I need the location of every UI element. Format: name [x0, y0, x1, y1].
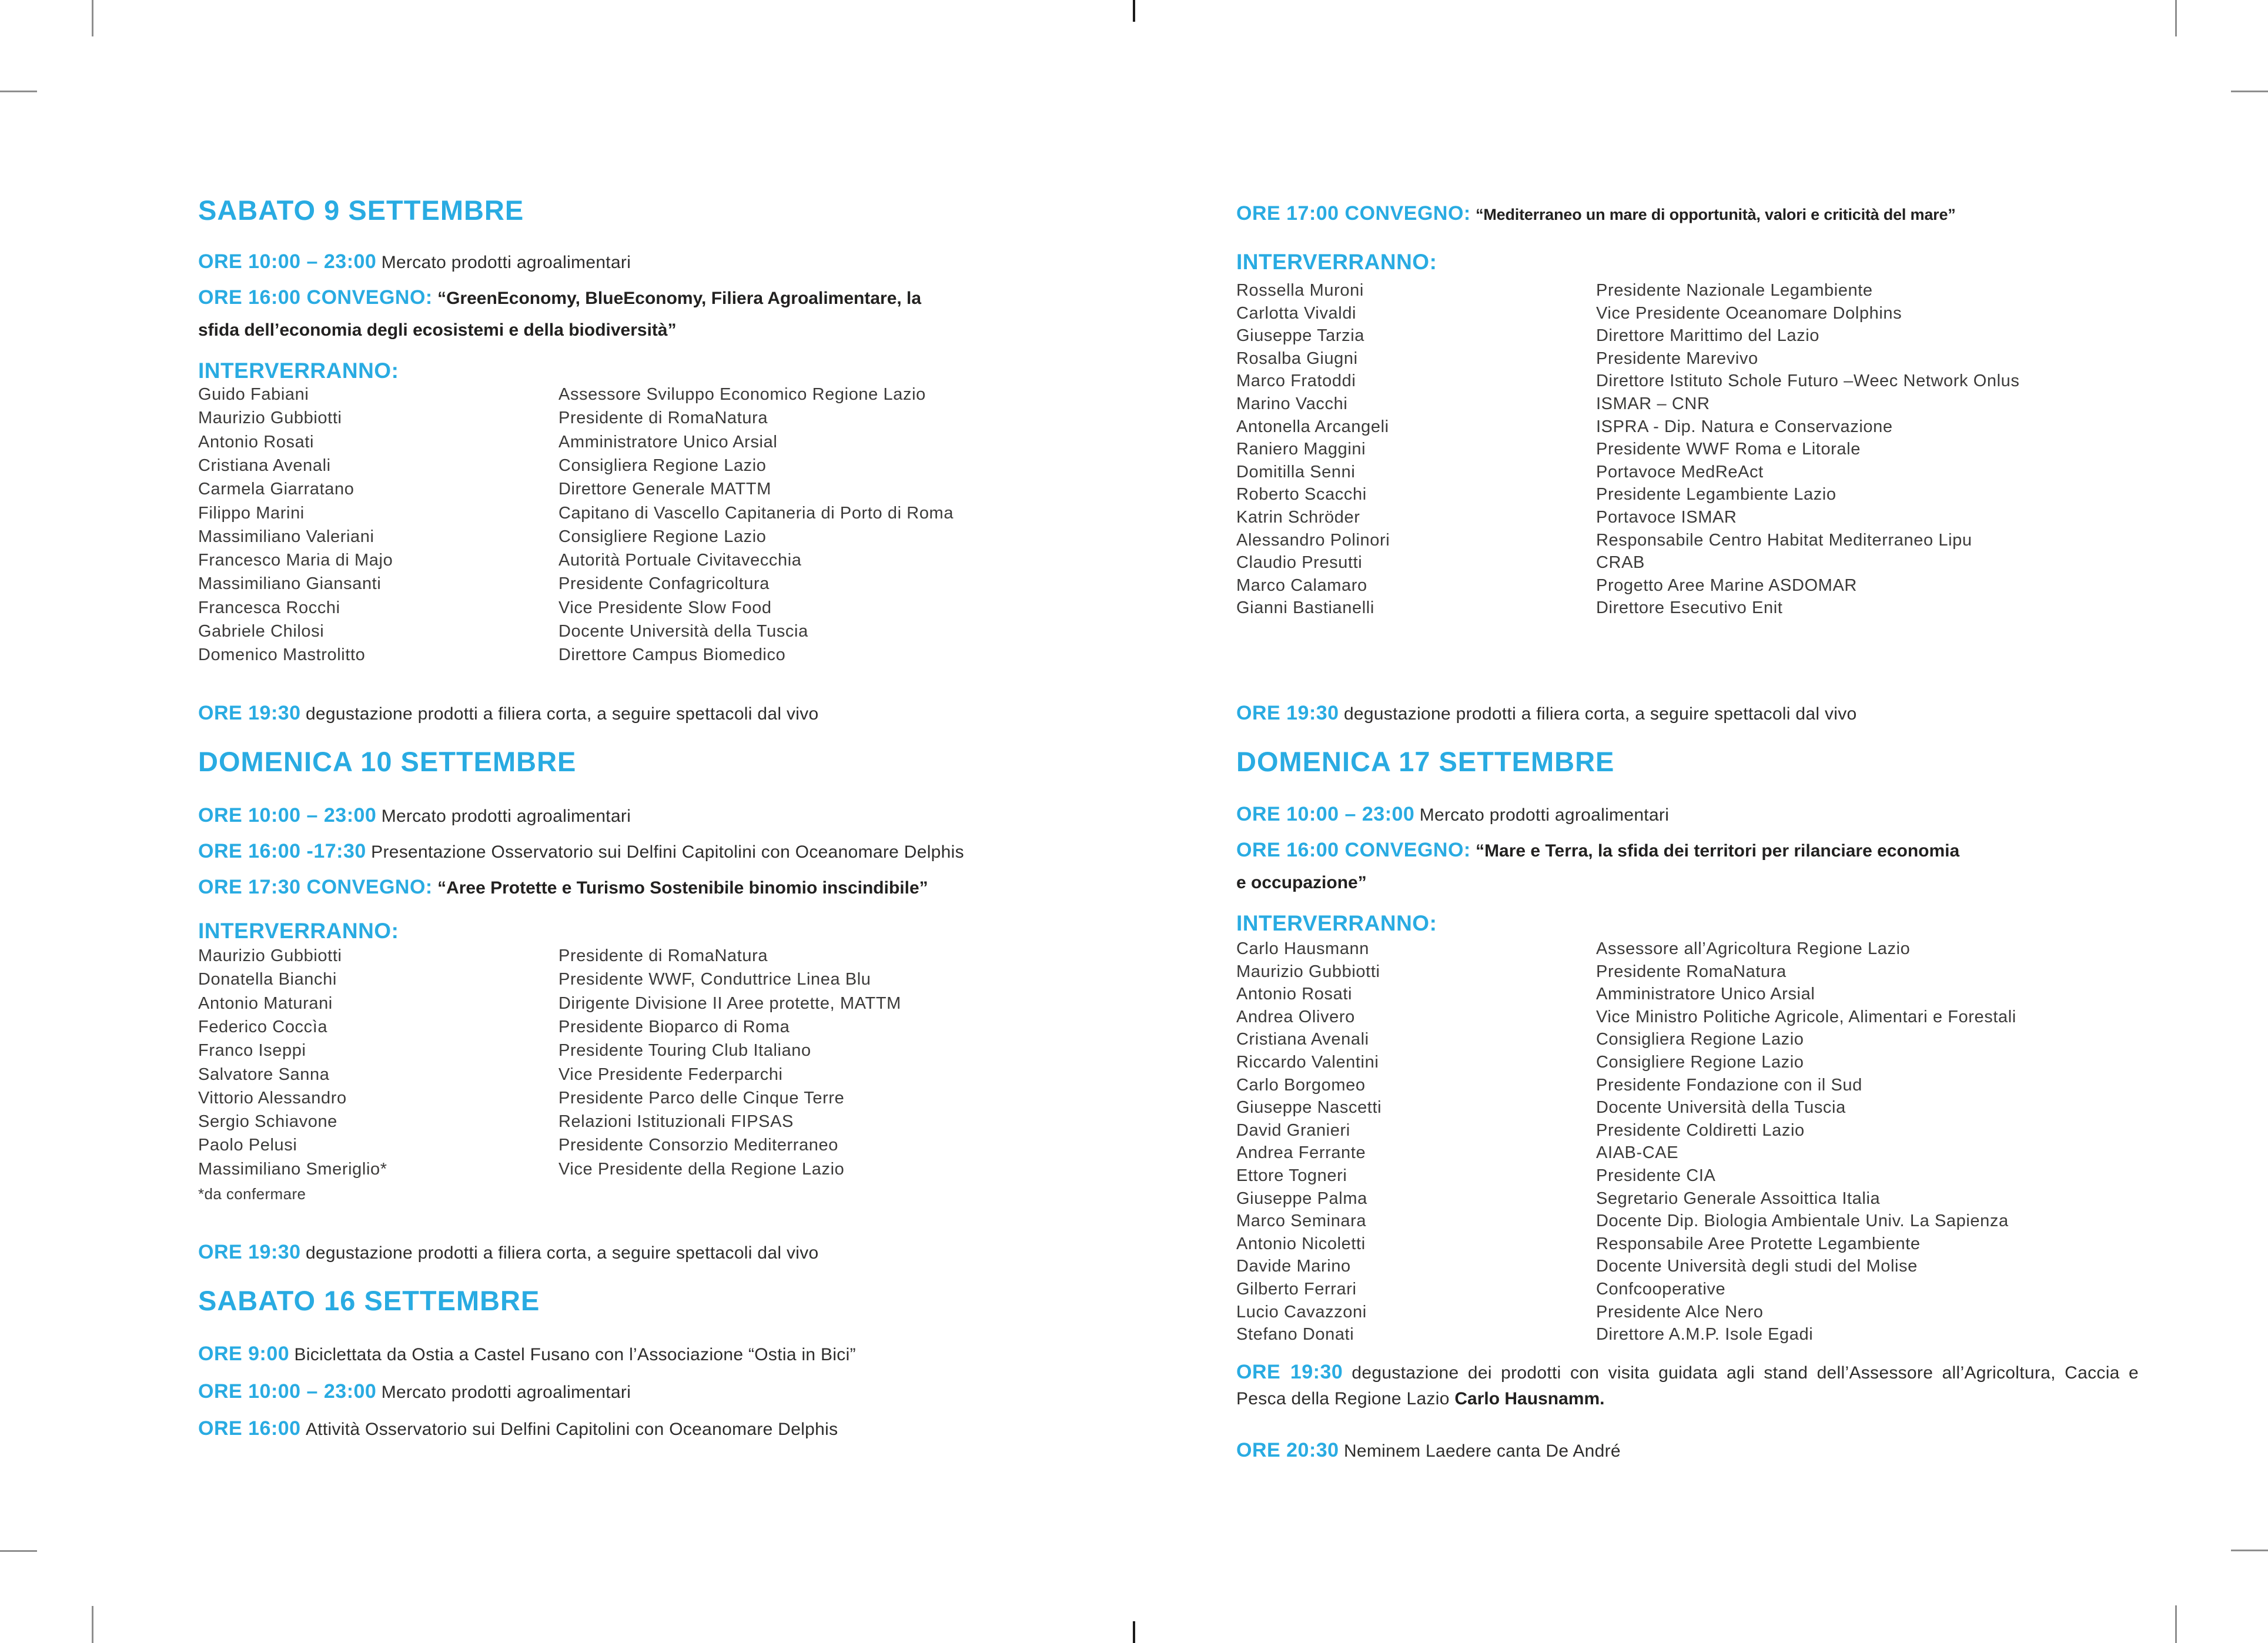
speaker-row — [1236, 1098, 2145, 1117]
speaker-role: CRAB — [1596, 553, 1645, 572]
speaker-row — [1236, 394, 2145, 414]
speaker-role: Direttore Istituto Schole Futuro –Weec Network Onlus — [1596, 372, 2020, 390]
speaker-name: Salvatore Sanna — [198, 1065, 330, 1084]
speaker-role: Portavoce ISMAR — [1596, 508, 1737, 527]
speaker-name: Antonio Nicoletti — [1236, 1234, 1366, 1253]
speaker-name: Massimiliano Valeriani — [198, 527, 374, 546]
time-label: ORE 16:00 — [198, 1417, 301, 1440]
speaker-row — [1236, 417, 2145, 437]
speaker-role: Responsabile Aree Protette Legambiente — [1596, 1234, 1921, 1253]
crop-mark-bottom-right-v — [2175, 1605, 2177, 1643]
speaker-row — [198, 970, 1086, 989]
event-description: Mercato prodotti agroalimentari — [381, 1383, 631, 1402]
footnote: *da confermare — [198, 1185, 306, 1203]
speaker-name: Federico Coccìa — [198, 1018, 328, 1036]
speaker-role: Docente Università della Tuscia — [1596, 1098, 1846, 1117]
day-header: SABATO 16 SETTEMBRE — [198, 1285, 540, 1316]
speaker-row — [198, 480, 1086, 499]
speaker-name: Carlotta Vivaldi — [1236, 304, 1357, 323]
speaker-row — [1236, 440, 2145, 459]
speaker-name: Ettore Togneri — [1236, 1166, 1347, 1185]
speaker-row — [198, 622, 1086, 641]
speaker-row — [198, 1112, 1086, 1132]
speaker-row — [198, 409, 1086, 428]
event-description: degustazione prodotti a filiera corta, a seguire spettacoli dal vivo — [1343, 704, 1857, 724]
speaker-role: Dirigente Divisione II Aree protette, MATTM — [558, 994, 901, 1013]
speaker-role: Presidente Nazionale Legambiente — [1596, 281, 1873, 300]
speaker-row — [198, 1160, 1086, 1179]
speaker-row — [1236, 985, 2145, 1004]
interverranno-header: INTERVERRANNO: — [1236, 911, 1437, 935]
speaker-row — [1236, 372, 2145, 391]
event-description: Neminem Laedere canta De André — [1343, 1441, 1621, 1461]
time-label: ORE 17:00 CONVEGNO: — [1236, 202, 1471, 225]
speaker-name: Carmela Giarratano — [198, 480, 354, 498]
speaker-name: Maurizio Gubbiotti — [1236, 962, 1380, 981]
crop-mark-bottom-center — [1133, 1621, 1135, 1643]
speaker-row — [1236, 1303, 2145, 1322]
speaker-name: Stefano Donati — [1236, 1325, 1354, 1344]
speaker-row — [198, 551, 1086, 570]
interverranno-header: INTERVERRANNO: — [198, 359, 399, 383]
schedule-line — [1236, 198, 1956, 230]
speaker-role: Presidente Consorzio Mediterraneo — [558, 1136, 838, 1155]
speaker-name: Marino Vacchi — [1236, 394, 1348, 413]
time-label: ORE 10:00 – 23:00 — [1236, 803, 1415, 825]
speaker-row — [1236, 1234, 2145, 1254]
speaker-name: Domitilla Senni — [1236, 463, 1356, 481]
event-description: degustazione prodotti a filiera corta, a seguire spettacoli dal vivo — [305, 704, 819, 724]
speaker-name: Giuseppe Palma — [1236, 1189, 1367, 1208]
speaker-row — [198, 433, 1086, 452]
schedule-line — [1236, 697, 1857, 730]
speaker-role: Segretario Generale Assoittica Italia — [1596, 1189, 1881, 1208]
speaker-row — [1236, 485, 2145, 504]
interverranno-header: INTERVERRANNO: — [1236, 250, 1437, 274]
speaker-row — [198, 504, 1086, 523]
speaker-row — [1236, 576, 2145, 595]
event-description: degustazione prodotti a filiera corta, a seguire spettacoli dal vivo — [305, 1243, 819, 1263]
event-description: Mercato prodotti agroalimentari — [381, 253, 631, 272]
event-title-line2: sfida dell’economia degli ecosistemi e della biodiversità” — [198, 320, 677, 340]
speaker-name: Roberto Scacchi — [1236, 485, 1367, 504]
time-label: ORE 10:00 – 23:00 — [198, 804, 377, 826]
event-description-bold: Carlo Hausnamm. — [1454, 1389, 1605, 1408]
speaker-name: Cristiana Avenali — [1236, 1030, 1369, 1049]
speaker-name: Carlo Hausmann — [1236, 939, 1369, 958]
speaker-name: Antonio Rosati — [198, 433, 315, 451]
speaker-role: Presidente WWF Roma e Litorale — [1596, 440, 1861, 459]
time-label: ORE 19:30 — [198, 702, 301, 724]
speaker-row — [1236, 1053, 2145, 1072]
speaker-row — [1236, 531, 2145, 550]
speaker-name: Cristiana Avenali — [198, 456, 331, 475]
speaker-row — [1236, 1030, 2145, 1049]
speaker-role: Presidente Touring Club Italiano — [558, 1041, 811, 1060]
speaker-role: Presidente di RomaNatura — [558, 946, 768, 965]
speaker-row — [1236, 1008, 2145, 1027]
speaker-row — [198, 456, 1086, 476]
schedule-line — [198, 871, 928, 904]
speaker-role: Presidente Bioparco di Roma — [558, 1018, 790, 1036]
speaker-row — [198, 946, 1086, 966]
speaker-name: Rosalba Giugni — [1236, 349, 1358, 368]
speaker-role: Relazioni Istituzionali FIPSAS — [558, 1112, 794, 1131]
time-label: ORE 19:30 — [1236, 702, 1339, 724]
crop-mark-bottom-left-h — [0, 1550, 37, 1552]
speaker-name: Claudio Presutti — [1236, 553, 1363, 572]
schedule-line — [1236, 834, 1959, 899]
speaker-name: Antonella Arcangeli — [1236, 417, 1389, 436]
speaker-row — [1236, 1212, 2145, 1231]
schedule-line — [1236, 1434, 1621, 1467]
speaker-row — [1236, 939, 2145, 959]
speaker-name: Raniero Maggini — [1236, 440, 1366, 459]
speaker-row — [1236, 1121, 2145, 1140]
speaker-role: Presidente Confagricoltura — [558, 574, 770, 593]
speaker-name: Sergio Schiavone — [198, 1112, 337, 1131]
speaker-role: Consigliera Regione Lazio — [1596, 1030, 1804, 1049]
speaker-row — [1236, 598, 2145, 618]
speaker-name: Donatella Bianchi — [198, 970, 337, 989]
speaker-role: Presidente Alce Nero — [1596, 1303, 1764, 1321]
speaker-role: ISMAR – CNR — [1596, 394, 1710, 413]
crop-mark-top-right-v — [2175, 0, 2177, 36]
speaker-role: Presidente Legambiente Lazio — [1596, 485, 1837, 504]
speaker-name: Maurizio Gubbiotti — [198, 946, 342, 965]
speaker-name: Antonio Maturani — [198, 994, 333, 1013]
event-title: “GreenEconomy, BlueEconomy, Filiera Agroalimentare, la — [437, 289, 922, 308]
speaker-role: Amministratore Unico Arsial — [1596, 985, 1815, 1003]
speaker-name: Giuseppe Nascetti — [1236, 1098, 1382, 1117]
speaker-name: Massimiliano Smeriglio* — [198, 1160, 387, 1179]
speaker-role: Direttore Esecutivo Enit — [1596, 598, 1783, 617]
speaker-role: Assessore all’Agricoltura Regione Lazio — [1596, 939, 1911, 958]
speaker-role: Confcooperative — [1596, 1280, 1726, 1299]
interverranno-header: INTERVERRANNO: — [198, 919, 399, 943]
speaker-row — [198, 1065, 1086, 1085]
speaker-role: Portavoce MedReAct — [1596, 463, 1764, 481]
speaker-row — [1236, 281, 2145, 300]
event-description: Mercato prodotti agroalimentari — [381, 807, 631, 826]
speaker-name: Marco Seminara — [1236, 1212, 1367, 1230]
time-label: ORE 19:30 — [1236, 1361, 1343, 1383]
speaker-name: Davide Marino — [1236, 1257, 1351, 1276]
schedule-line — [198, 1413, 838, 1445]
speaker-role: Vice Presidente della Regione Lazio — [558, 1160, 845, 1179]
speaker-row — [198, 645, 1086, 665]
speaker-role: Docente Università degli studi del Molise — [1596, 1257, 1918, 1276]
speaker-row — [198, 527, 1086, 547]
speaker-role: Presidente Parco delle Cinque Terre — [558, 1089, 845, 1107]
time-label: ORE 17:30 CONVEGNO: — [198, 876, 433, 898]
schedule-line — [198, 1376, 631, 1408]
speaker-row — [1236, 1143, 2145, 1163]
speaker-role: Progetto Aree Marine ASDOMAR — [1596, 576, 1857, 595]
speaker-role: Responsabile Centro Habitat Mediterraneo Lipu — [1596, 531, 1972, 550]
speaker-row — [1236, 508, 2145, 527]
event-description: Attività Osservatorio sui Delfini Capitolini con Oceanomare Delphis — [305, 1420, 838, 1439]
event-title: “Aree Protette e Turismo Sostenibile binomio inscindibile” — [437, 878, 928, 898]
crop-mark-top-left-h — [0, 91, 37, 92]
speaker-name: Guido Fabiani — [198, 385, 309, 404]
day-header: SABATO 9 SETTEMBRE — [198, 195, 524, 226]
speaker-name: Andrea Olivero — [1236, 1008, 1355, 1026]
speaker-name: Domenico Mastrolitto — [198, 645, 366, 664]
schedule-line — [198, 799, 631, 832]
time-label: ORE 20:30 — [1236, 1439, 1339, 1461]
left-page-column — [198, 0, 1086, 1643]
time-label: ORE 10:00 – 23:00 — [198, 1380, 377, 1403]
speaker-name: Andrea Ferrante — [1236, 1143, 1366, 1162]
event-description: Presentazione Osservatorio sui Delfini Capitolini con Oceanomare Delphis — [371, 842, 964, 862]
speaker-row — [198, 994, 1086, 1013]
time-label: ORE 16:00 -17:30 — [198, 840, 366, 862]
speaker-name: Lucio Cavazzoni — [1236, 1303, 1367, 1321]
speaker-role: Presidente di RomaNatura — [558, 409, 768, 427]
day-header: DOMENICA 10 SETTEMBRE — [198, 746, 577, 777]
time-label: ORE 10:00 – 23:00 — [198, 250, 377, 273]
speaker-role: Assessore Sviluppo Economico Regione Lazio — [558, 385, 926, 404]
speaker-name: Gilberto Ferrari — [1236, 1280, 1357, 1299]
speaker-role: Presidente Coldiretti Lazio — [1596, 1121, 1805, 1140]
event-title-line2: e occupazione” — [1236, 873, 1367, 892]
speaker-role: Direttore Generale MATTM — [558, 480, 771, 498]
crop-mark-bottom-right-h — [2231, 1550, 2268, 1551]
speaker-role: Direttore Campus Biomedico — [558, 645, 786, 664]
speaker-role: Presidente Marevivo — [1596, 349, 1758, 368]
speaker-row — [198, 1089, 1086, 1108]
time-label: ORE 19:30 — [198, 1241, 301, 1263]
speaker-role: Presidente RomaNatura — [1596, 962, 1787, 981]
speaker-row — [198, 1041, 1086, 1060]
speaker-role: Vice Ministro Politiche Agricole, Alimentari e Forestali — [1596, 1008, 2016, 1026]
schedule-line — [1236, 798, 1669, 831]
speaker-role: Presidente WWF, Conduttrice Linea Blu — [558, 970, 871, 989]
speaker-name: Maurizio Gubbiotti — [198, 409, 342, 427]
speaker-row — [1236, 1189, 2145, 1209]
speaker-role: AIAB-CAE — [1596, 1143, 1679, 1162]
event-description: degustazione dei prodotti con visita guidata agli stand dell’Assessore all’Agricoltura, Caccia e Pesca della Regione Lazio — [1236, 1363, 2139, 1408]
speaker-row — [1236, 1280, 2145, 1299]
event-title: “Mare e Terra, la sfida dei territori per rilanciare economia — [1476, 841, 1960, 861]
speaker-name: Paolo Pelusi — [198, 1136, 297, 1155]
schedule-line — [1236, 1359, 2139, 1412]
speaker-role: Direttore A.M.P. Isole Egadi — [1596, 1325, 1814, 1344]
crop-mark-top-center — [1133, 0, 1135, 22]
speaker-row — [1236, 1076, 2145, 1095]
speaker-role: Consigliera Regione Lazio — [558, 456, 767, 475]
speaker-row — [1236, 1166, 2145, 1186]
speaker-row — [198, 1136, 1086, 1155]
speaker-row — [1236, 553, 2145, 573]
speaker-role: Autorità Portuale Civitavecchia — [558, 551, 802, 570]
speaker-role: Docente Dip. Biologia Ambientale Univ. La Sapienza — [1596, 1212, 2009, 1230]
speaker-row — [1236, 1257, 2145, 1276]
speaker-row — [1236, 326, 2145, 346]
speaker-name: Filippo Marini — [198, 504, 305, 523]
speaker-name: Alessandro Polinori — [1236, 531, 1390, 550]
speaker-row — [1236, 304, 2145, 323]
speaker-row — [1236, 962, 2145, 982]
speaker-role: Consigliere Regione Lazio — [558, 527, 767, 546]
speaker-name: Francesca Rocchi — [198, 598, 340, 617]
time-label: ORE 16:00 CONVEGNO: — [1236, 839, 1471, 861]
crop-mark-top-left-v — [92, 0, 93, 36]
event-description: Biciclettata da Ostia a Castel Fusano con l’Associazione “Ostia in Bici” — [294, 1345, 856, 1364]
speaker-name: Vittorio Alessandro — [198, 1089, 347, 1107]
speaker-row — [198, 574, 1086, 594]
schedule-line — [198, 835, 964, 868]
day-header: DOMENICA 17 SETTEMBRE — [1236, 746, 1615, 777]
crop-mark-bottom-left-v — [92, 1606, 93, 1643]
speaker-name: Marco Fratoddi — [1236, 372, 1356, 390]
speaker-row — [198, 598, 1086, 618]
speaker-role: Presidente Fondazione con il Sud — [1596, 1076, 1862, 1095]
speaker-name: Antonio Rosati — [1236, 985, 1353, 1003]
speaker-row — [1236, 1325, 2145, 1344]
speaker-role: Amministratore Unico Arsial — [558, 433, 778, 451]
speaker-name: Gabriele Chilosi — [198, 622, 325, 641]
speaker-name: Massimiliano Giansanti — [198, 574, 382, 593]
speaker-role: Presidente CIA — [1596, 1166, 1716, 1185]
speaker-name: Rossella Muroni — [1236, 281, 1364, 300]
speaker-name: Franco Iseppi — [198, 1041, 306, 1060]
speaker-name: Gianni Bastianelli — [1236, 598, 1374, 617]
speaker-name: Katrin Schröder — [1236, 508, 1360, 527]
event-description: Mercato prodotti agroalimentari — [1419, 805, 1670, 825]
schedule-line — [198, 1236, 819, 1269]
speaker-role: ISPRA - Dip. Natura e Conservazione — [1596, 417, 1893, 436]
speaker-row — [198, 385, 1086, 404]
speaker-role: Vice Presidente Slow Food — [558, 598, 772, 617]
speaker-name: Carlo Borgomeo — [1236, 1076, 1366, 1095]
speaker-name: Marco Calamaro — [1236, 576, 1367, 595]
speaker-name: Giuseppe Tarzia — [1236, 326, 1365, 345]
schedule-line — [198, 697, 819, 730]
crop-mark-top-right-h — [2231, 91, 2268, 92]
speaker-role: Direttore Marittimo del Lazio — [1596, 326, 1820, 345]
speaker-name: David Granieri — [1236, 1121, 1350, 1140]
speaker-role: Capitano di Vascello Capitaneria di Porto di Roma — [558, 504, 954, 523]
speaker-row — [198, 1018, 1086, 1037]
speaker-row — [1236, 349, 2145, 369]
speaker-role: Vice Presidente Oceanomare Dolphins — [1596, 304, 1902, 323]
time-label: ORE 16:00 CONVEGNO: — [198, 286, 433, 309]
time-label: ORE 9:00 — [198, 1343, 290, 1365]
schedule-line — [198, 1338, 856, 1371]
speaker-name: Riccardo Valentini — [1236, 1053, 1379, 1072]
schedule-line — [198, 282, 921, 346]
speaker-row — [1236, 463, 2145, 482]
speaker-role: Consigliere Regione Lazio — [1596, 1053, 1804, 1072]
event-title: “Mediterraneo un mare di opportunità, valori e criticità del mare” — [1476, 206, 1956, 223]
right-page-column — [1236, 0, 2145, 1643]
speaker-role: Vice Presidente Federparchi — [558, 1065, 783, 1084]
schedule-line — [198, 246, 631, 279]
speaker-role: Docente Università della Tuscia — [558, 622, 808, 641]
speaker-name: Francesco Maria di Majo — [198, 551, 393, 570]
